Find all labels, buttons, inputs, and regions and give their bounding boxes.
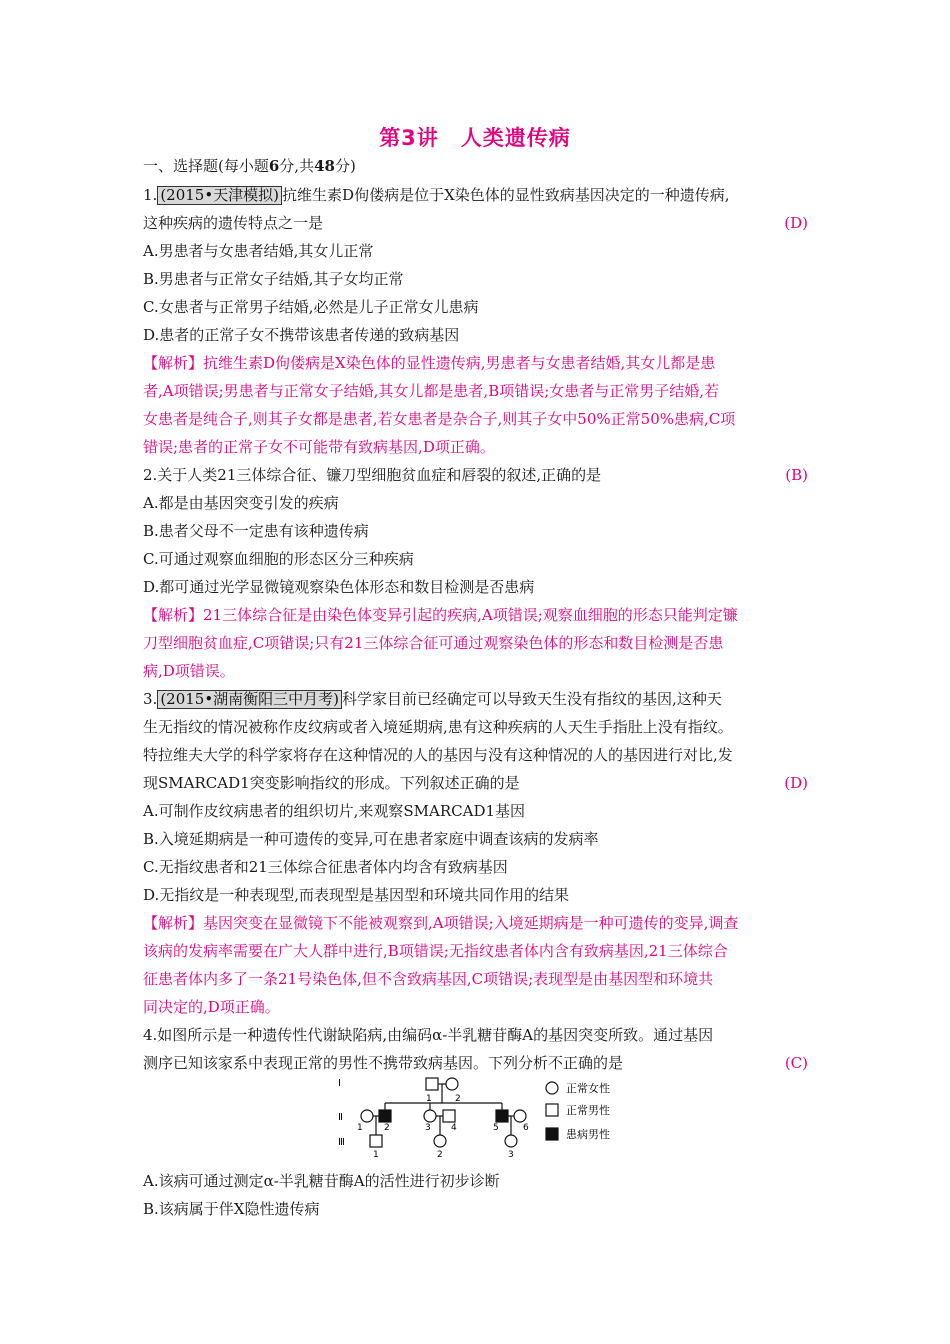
label-i2: 2 xyxy=(455,1094,461,1104)
iii3-normal-female xyxy=(505,1135,517,1147)
q3-stem-line4: 现SMARCAD1突变影响指纹的形成。下列叙述正确的是 xyxy=(143,774,520,792)
q2-option-b: B.患者父母不一定患有该种遗传病 xyxy=(143,522,369,540)
generation-label-ii: Ⅱ xyxy=(338,1112,343,1123)
q4-answer: (C) xyxy=(784,1054,808,1072)
legend-female-label: 正常女性 xyxy=(566,1082,610,1095)
label-ii6: 6 xyxy=(523,1123,529,1133)
legend-female-icon xyxy=(546,1082,558,1094)
i1-normal-male xyxy=(426,1078,438,1090)
q3-stem-line1: 3. (2015•湖南衡阳三中月考) 科学家目前已经确定可以导致天生没有指纹的基因,这种天 xyxy=(143,690,722,708)
q2-explanation-line1: 【解析】21三体综合征是由染色体变异引起的疾病,A项错误;观察血细胞的形态只能判定镰 xyxy=(143,606,738,624)
q1-explanation-line1: 【解析】抗维生素D佝偻病是X染色体的显性遗传病,男患者与女患者结婚,其女儿都是患 xyxy=(143,354,716,372)
q4-option-a: A.该病可通过测定α-半乳糖苷酶A的活性进行初步诊断 xyxy=(143,1172,500,1190)
q4-stem-line1: 4.如图所示是一种遗传性代谢缺陷病,由编码α-半乳糖苷酶A的基因突变所致。通过基因 xyxy=(143,1026,714,1044)
ii4-normal-male xyxy=(443,1110,455,1122)
q2-option-c: C.可通过观察血细胞的形态区分三种疾病 xyxy=(143,550,414,568)
q1-stem-line1: 1. (2015•天津模拟) 抗维生素D佝偻病是位于X染色体的显性致病基因决定的一种遗传病, xyxy=(143,186,730,204)
ii5-affected-male xyxy=(496,1110,508,1122)
q1-explanation-line3: 女患者是纯合子,则其子女都是患者,若女患者是杂合子,则其子女中50%正常50%患病,C项 xyxy=(143,410,736,428)
label-ii2: 2 xyxy=(384,1123,390,1133)
ii2-affected-male xyxy=(379,1110,391,1122)
ii3-normal-female xyxy=(424,1110,436,1122)
page-title: 第3讲 人类遗传病 xyxy=(379,126,571,150)
q1-explanation-line4: 错误;患者的正常子女不可能带有致病基因,D项正确。 xyxy=(143,438,495,456)
label-iii2: 2 xyxy=(437,1150,443,1158)
q1-option-d: D.患者的正常子女不携带该患者传递的致病基因 xyxy=(143,326,460,344)
q1-stem-line2: 这种疾病的遗传特点之一是 xyxy=(143,214,324,232)
q3-explanation-line3: 征患者体内多了一条21号染色体,但不含致病基因,C项错误;表现型是由基因型和环境共 xyxy=(143,970,714,988)
q3-option-c: C.无指纹患者和21三体综合征患者体内均含有致病基因 xyxy=(143,858,508,876)
pedigree-diagram xyxy=(330,1073,630,1158)
q4-stem-line2: 测序已知该家系中表现正常的男性不携带致病基因。下列分析不正确的是 xyxy=(143,1054,624,1072)
legend-male-label: 正常男性 xyxy=(566,1104,610,1117)
legend-affected-label: 患病男性 xyxy=(566,1128,610,1141)
legend-affected-icon xyxy=(546,1128,558,1140)
q1-option-b: B.男患者与正常女子结婚,其子女均正常 xyxy=(143,270,404,288)
q2-option-d: D.都可通过光学显微镜观察染色体形态和数目检测是否患病 xyxy=(143,578,535,596)
label-iii1: 1 xyxy=(373,1150,379,1158)
q3-explanation-line1: 【解析】基因突变在显微镜下不能被观察到,A项错误;入境延期病是一种可遗传的变异,调查 xyxy=(143,914,739,932)
q2-explanation-line2: 刀型细胞贫血症,C项错误;只有21三体综合征可通过观察染色体的形态和数目检测是否患 xyxy=(143,634,724,652)
legend-male-icon xyxy=(546,1104,558,1116)
label-ii3: 3 xyxy=(425,1123,431,1133)
q1-answer: (D) xyxy=(784,214,808,232)
q3-explanation-line4: 同决定的,D项正确。 xyxy=(143,998,280,1016)
iii1-normal-male xyxy=(370,1135,382,1147)
q4-option-b: B.该病属于伴X隐性遗传病 xyxy=(143,1200,320,1218)
ii1-normal-female xyxy=(361,1110,373,1122)
ii6-normal-female xyxy=(514,1110,526,1122)
source-tag: (2015•天津模拟) xyxy=(157,186,282,205)
q2-option-a: A.都是由基因突变引发的疾病 xyxy=(143,494,339,512)
generation-label-i: Ⅰ xyxy=(338,1078,341,1089)
q2-answer: (B) xyxy=(785,466,808,484)
q3-stem-line3: 特拉维夫大学的科学家将存在这种情况的人的基因与没有这种情况的人的基因进行对比,发 xyxy=(143,746,733,764)
section-heading: 一、选择题(每小题6分,共48分) xyxy=(143,157,356,175)
q2-stem-line1: 2.关于人类21三体综合征、镰刀型细胞贫血症和唇裂的叙述,正确的是 xyxy=(143,466,602,484)
q3-option-a: A.可制作皮纹病患者的组织切片,来观察SMARCAD1基因 xyxy=(143,802,526,820)
q3-option-b: B.入境延期病是一种可遗传的变异,可在患者家庭中调查该病的发病率 xyxy=(143,830,599,848)
q1-explanation-line2: 者,A项错误;男患者与正常女子结婚,其女儿都是患者,B项错误;女患者与正常男子结婚,若 xyxy=(143,382,720,400)
label-ii1: 1 xyxy=(357,1123,363,1133)
q3-answer: (D) xyxy=(784,774,808,792)
source-tag: (2015•湖南衡阳三中月考) xyxy=(157,690,342,709)
iii2-normal-female xyxy=(434,1135,446,1147)
q3-stem-line2: 生无指纹的情况被称作皮纹病或者入境延期病,患有这种疾病的人天生手指肚上没有指纹。 xyxy=(143,718,733,736)
label-iii3: 3 xyxy=(508,1150,514,1158)
label-ii4: 4 xyxy=(451,1123,457,1133)
generation-label-iii: Ⅲ xyxy=(338,1137,345,1148)
q3-option-d: D.无指纹是一种表现型,而表现型是基因型和环境共同作用的结果 xyxy=(143,886,570,904)
q2-explanation-line3: 病,D项错误。 xyxy=(143,662,235,680)
q1-option-a: A.男患者与女患者结婚,其女儿正常 xyxy=(143,242,374,260)
q3-explanation-line2: 该病的发病率需要在广大人群中进行,B项错误;无指纹患者体内含有致病基因,21三体综合 xyxy=(143,942,728,960)
i2-normal-female xyxy=(446,1078,458,1090)
label-i1: 1 xyxy=(426,1094,432,1104)
q1-option-c: C.女患者与正常男子结婚,必然是儿子正常女儿患病 xyxy=(143,298,479,316)
label-ii5: 5 xyxy=(493,1123,499,1133)
